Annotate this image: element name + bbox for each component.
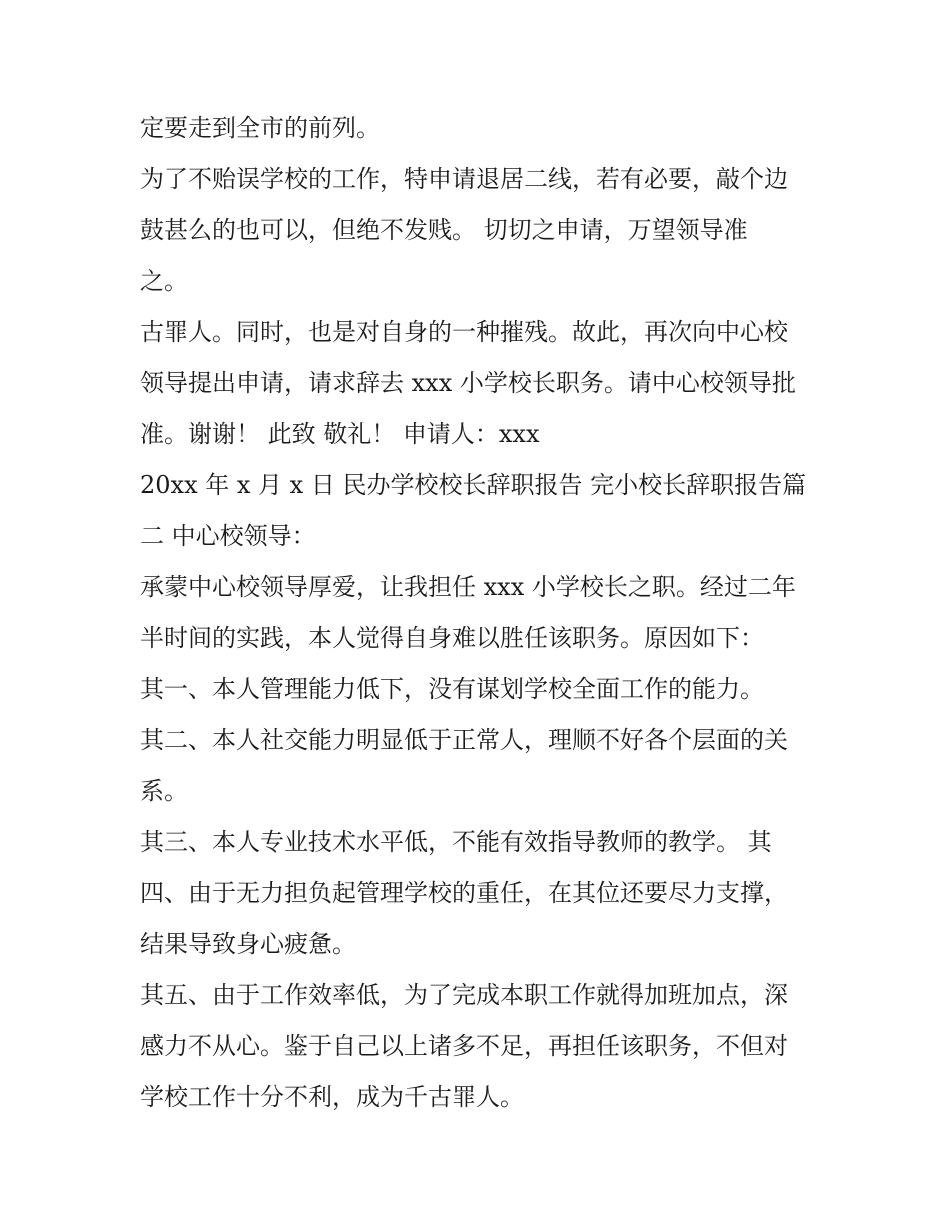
text-line: 感力不从心。鉴于自己以上诸多不足，再担任该职务，不但对 xyxy=(140,1032,788,1060)
text-line: 半时间的实践，本人觉得自身难以胜任该职务。原因如下： xyxy=(140,624,764,652)
text-line: 四、由于无力担负起管理学校的重任，在其位还要尽力支撑， xyxy=(140,879,788,907)
text-line: 领导提出申请，请求辞去 xxx 小学校长职务。请中心校领导批 xyxy=(140,369,796,397)
text-line: 学校工作十分不利，成为千古罪人。 xyxy=(140,1083,524,1111)
text-line: 其一、本人管理能力低下，没有谋划学校全面工作的能力。 xyxy=(140,675,764,703)
text-line: 二 中心校领导： xyxy=(140,522,316,550)
text-line: 之。 xyxy=(140,267,188,295)
text-line: 其五、由于工作效率低，为了完成本职工作就得加班加点，深 xyxy=(140,981,788,1009)
text-line: 其二、本人社交能力明显低于正常人，理顺不好各个层面的关 xyxy=(140,726,788,754)
text-line: 古罪人。同时，也是对自身的一种摧残。故此，再次向中心校 xyxy=(140,318,788,346)
text-line: 鼓甚么的也可以，但绝不发贱。 切切之申请，万望领导准 xyxy=(140,216,748,244)
text-line: 其三、本人专业技术水平低，不能有效指导教师的教学。 其 xyxy=(140,828,772,856)
text-line: 20xx 年 x 月 x 日 民办学校校长辞职报告 完小校长辞职报告篇 xyxy=(140,471,807,499)
text-line: 为了不贻误学校的工作，特申请退居二线，若有必要，敲个边 xyxy=(140,165,788,193)
text-line: 准。谢谢！ 此致 敬礼！ 申请人：xxx xyxy=(140,420,540,448)
text-line: 系。 xyxy=(140,777,188,805)
text-line: 定要走到全市的前列。 xyxy=(140,114,380,142)
text-line: 结果导致身心疲惫。 xyxy=(140,930,356,958)
text-line: 承蒙中心校领导厚爱，让我担任 xxx 小学校长之职。经过二年 xyxy=(140,573,796,601)
